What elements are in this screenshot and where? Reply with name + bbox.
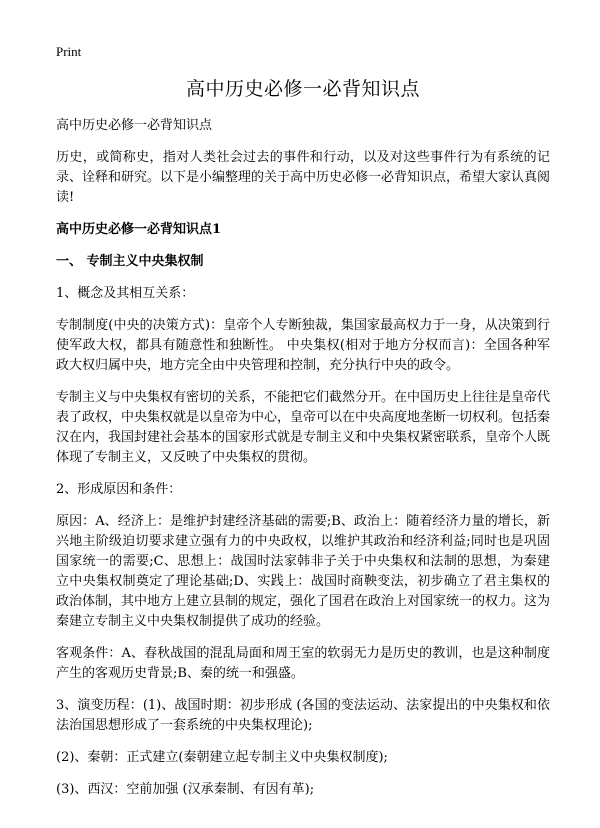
paragraph-objective-conditions: 客观条件：A、春秋战国的混乱局面和周王室的软弱无力是历史的教训，也是这种制度产生的客观历史背景;B、秦的统一和强盛。: [56, 646, 550, 681]
paragraph-concept-label: 1、概念及其相互关系：: [56, 286, 195, 301]
paragraph-definitions: 专制制度(中央的决策方式)：皇帝个人专断独裁，集国家最高权力于一身，从决策到行使军政大权，都具有随意性和独断性。 中央集权(相对于地方分权而言)：全国各种军政大权归属中央，地方完全由中央管理和控制，充分执行中央的政令。: [56, 318, 550, 373]
paragraph-causes: 原因：A、经济上：是维护封建经济基础的需要;B、政治上：随着经济力量的增长，新兴地主阶级迫切要求建立强有力的中央政权，以维护其政治和经济利益;同时也是巩固国家统一的需要;C、思想上：战国时法家韩非子关于中央集权和法制的思想，为秦建立中央集权制奠定了理论基础;D、实践上：战国时商鞅变法，初步确立了君主集权的政治体制，其中地方上建立县制的规定，强化了国君在政治上对国家统一的权力。这为秦建立专制主义中央集权制提供了成功的经验。: [56, 514, 551, 629]
paragraph-relationship: 专制主义与中央集权有密切的关系，不能把它们截然分开。在中国历史上往往是皇帝代表了政权，中央集权就是以皇帝为中心，皇帝可以在中央高度地垄断一切权利。包括秦汉在内，我国封建社会基本的国家形式就是专制主义和中央集权紧密联系，皇帝个人既体现了专制主义，又反映了中央集权的贯彻。: [56, 390, 551, 465]
print-link[interactable]: Print: [56, 44, 82, 59]
page-title: 高中历史必修一必背知识点: [185, 78, 420, 100]
section-heading: 高中历史必修一必背知识点1: [56, 222, 222, 237]
paragraph-evolution-qin: (2)、秦朝：正式建立(秦朝建立起专制主义中央集权制度);: [56, 750, 388, 765]
intro-paragraph: 历史，或简称史，指对人类社会过去的事件和行动，以及对这些事件行为有系统的记录、诠释和研究。以下是小编整理的关于高中历史必修一必背知识点，希望大家认真阅读!: [56, 150, 551, 205]
document-subtitle: 高中历史必修一必背知识点: [56, 118, 213, 133]
paragraph-evolution-warring-states: 3、演变历程：(1)、战国时期：初步形成 (各国的变法运动、法家提出的中央集权和依法治国思想形成了一套系统的中央集权理论);: [56, 698, 550, 733]
subsection-heading: 一、 专制主义中央集权制: [56, 254, 204, 269]
paragraph-causes-label: 2、形成原因和条件：: [56, 482, 182, 497]
paragraph-evolution-western-han: (3)、西汉：空前加强 (汉承秦制、有因有革);: [56, 782, 315, 797]
